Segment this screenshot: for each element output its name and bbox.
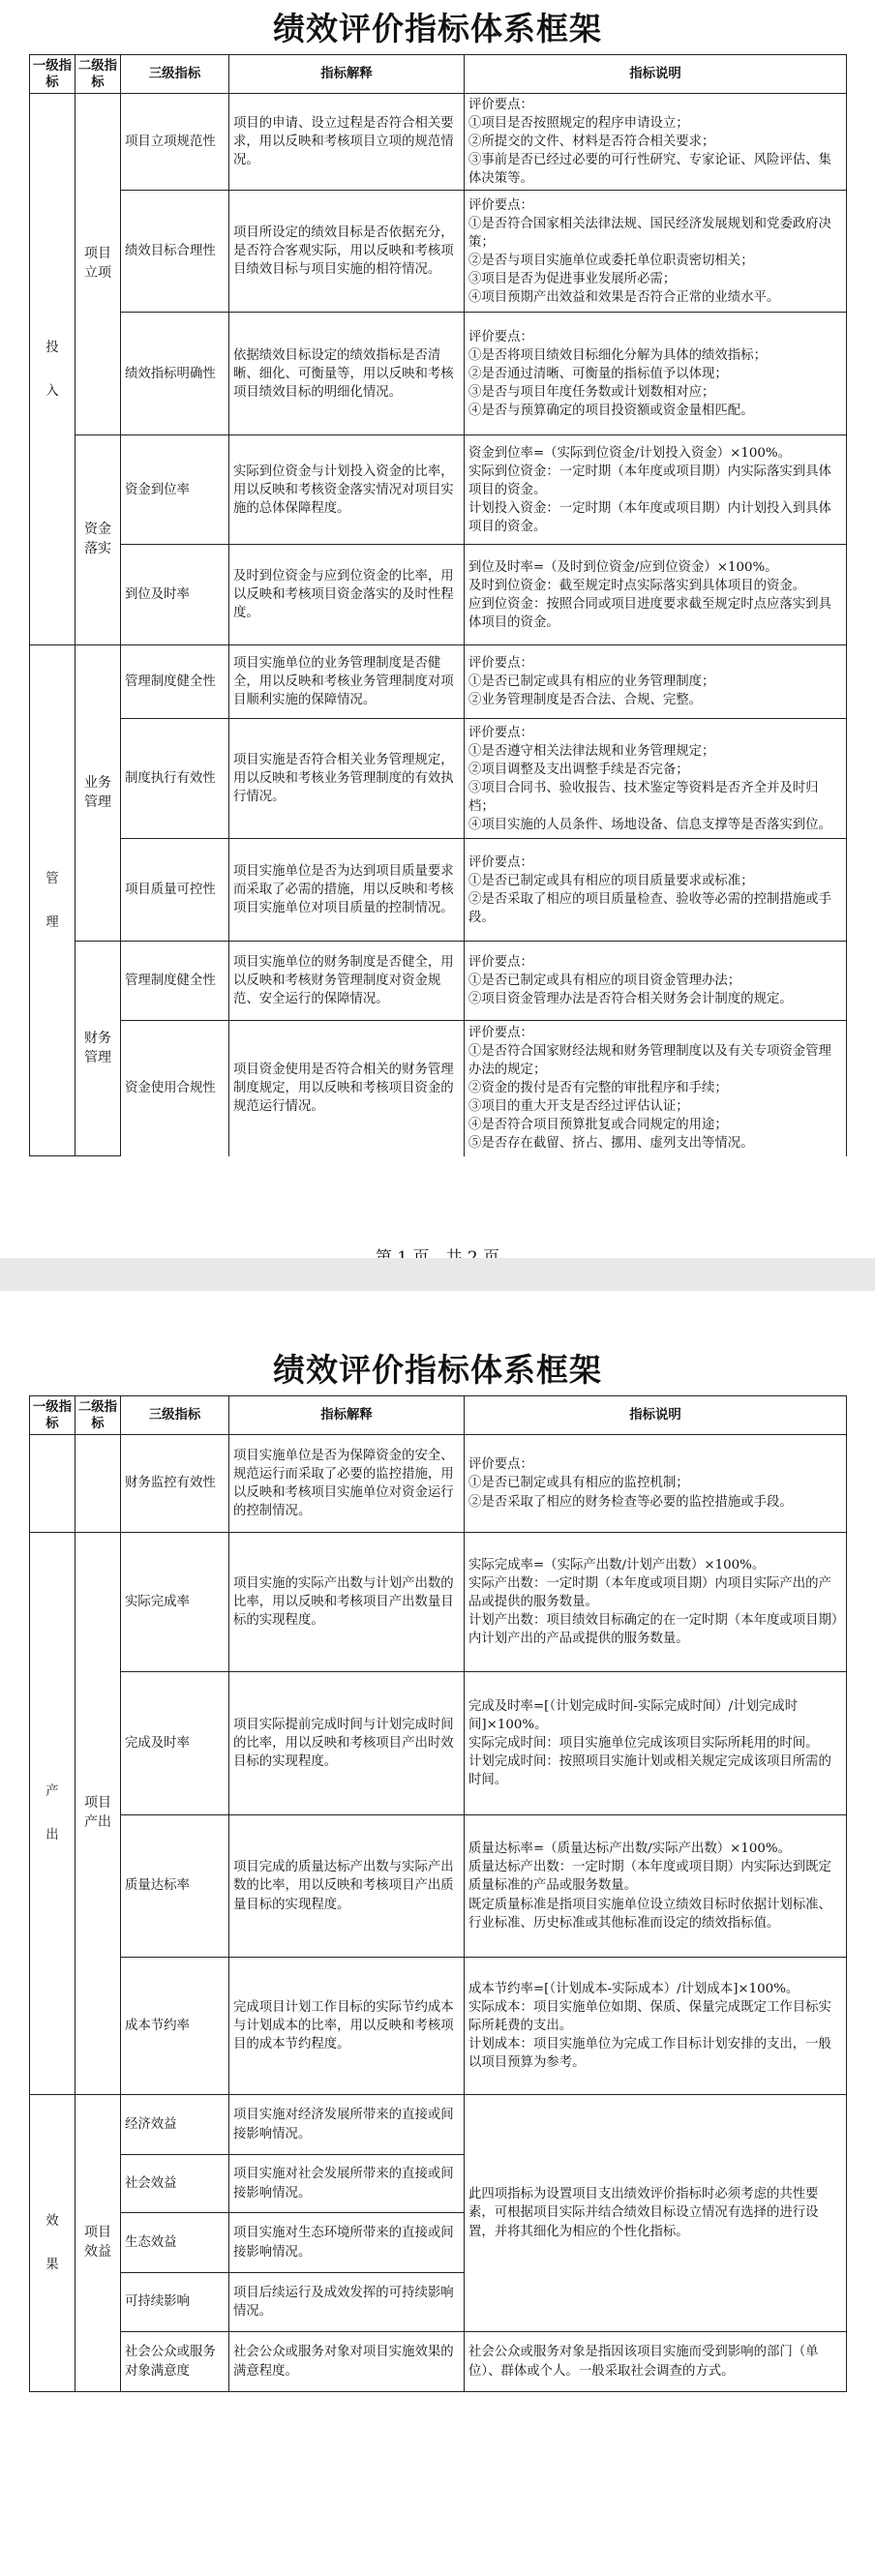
- indicator-description: 评价要点： ①是否符合国家相关法律法规、国民经济发展规划和党委政府决策； ②是否与项目实施单位或委托单位职责密切相关； ③项目是否为促进事业发展所必需； ④项目预期产出效益和效果是否符合正常的业绩水平。: [465, 191, 847, 313]
- indicator-description: 到位及时率=（及时到位资金/应到位资金）×100%。 及时到位资金：截至规定时点实际落实到具体项目的资金。 应到位资金：按照合同或项目进度要求截至规定时点应落实到具体项目的资金。: [465, 545, 847, 645]
- table-row: [30, 645, 847, 719]
- table-row: [30, 839, 847, 942]
- table-row: [30, 2332, 847, 2392]
- indicator-explanation: 项目完成的质量达标产出数与实际产出数的比率，用以反映和考核项目产出质量目标的实现程度。: [229, 1815, 465, 1958]
- level1-output: 产 出: [30, 1533, 75, 2095]
- indicator-explanation: 项目实施对生态环境所带来的直接或间接影响情况。: [229, 2213, 465, 2273]
- indicator-explanation: 项目实施对经济发展所带来的直接或间接影响情况。: [229, 2095, 465, 2155]
- header-explanation: 指标解释: [229, 1396, 465, 1435]
- level2-project-benefit: 项目效益: [75, 2095, 121, 2392]
- level3-indicator: 质量达标率: [121, 1815, 229, 1958]
- level2-finance-mgmt: 财务管理: [75, 942, 121, 1156]
- table-row: [30, 1533, 847, 1672]
- table-row: [30, 719, 847, 839]
- level1-manage: 管 理: [30, 645, 75, 1156]
- header-level2: 二级指标: [75, 1396, 121, 1435]
- indicator-explanation: 项目资金使用是否符合相关的财务管理制度规定，用以反映和考核项目资金的规范运行情况。: [229, 1021, 465, 1156]
- indicator-description: 评价要点： ①是否已制定或具有相应的项目质量要求或标准； ②是否采取了相应的项目质量检查、验收等必需的控制措施或手段。: [465, 839, 847, 942]
- table-row: [30, 1815, 847, 1958]
- indicator-explanation: 项目实际提前完成时间与计划完成时间的比率，用以反映和考核项目产出时效目标的实现程度。: [229, 1672, 465, 1815]
- level3-indicator: 资金到位率: [121, 435, 229, 545]
- level3-indicator: 可持续影响: [121, 2273, 229, 2332]
- level2-fund-arrival: 资金落实: [75, 435, 121, 645]
- level2-project-output: 项目产出: [75, 1533, 121, 2095]
- indicator-description: 社会公众或服务对象是指因该项目实施而受到影响的部门（单位）、群体或个人。一般采取社会调查的方式。: [465, 2332, 847, 2392]
- indicator-description: 质量达标率=（质量达标产出数/实际产出数）×100%。 质量达标产出数：一定时期（本年度或项目期）内实际达到既定质量标准的产品或服务数量。 既定质量标准是指项目实施单位设立绩效目标时依据计划标准、行业标准、历史标准或其他标准而设定的绩效指标值。: [465, 1815, 847, 1958]
- header-level3: 三级指标: [121, 1396, 229, 1435]
- indicator-explanation: 项目实施是否符合相关业务管理规定，用以反映和考核业务管理制度的有效执行情况。: [229, 719, 465, 839]
- level3-indicator: 资金使用合规性: [121, 1021, 229, 1156]
- page-title: 绩效评价指标体系框架: [273, 1351, 602, 1389]
- indicator-explanation: 项目所设定的绩效目标是否依据充分，是否符合客观实际，用以反映和考核项目绩效目标与项目实施的相符情况。: [229, 191, 465, 313]
- level3-indicator: 项目立项规范性: [121, 94, 229, 191]
- indicator-table-page-2: [29, 1395, 847, 2392]
- level1-effect: 效 果: [30, 2095, 75, 2392]
- indicator-description: 评价要点： ①是否将项目绩效目标细化分解为具体的绩效指标； ②是否通过清晰、可衡量的指标值予以体现； ③是否与项目年度任务数或计划数相对应； ④是否与预算确定的项目投资额或资金量相匹配。: [465, 313, 847, 435]
- table-header-row: [30, 55, 847, 94]
- header-description: 指标说明: [465, 1396, 847, 1435]
- table-header-row: [30, 1396, 847, 1435]
- level3-indicator: 管理制度健全性: [121, 645, 229, 719]
- level3-indicator: 社会公众或服务对象满意度: [121, 2332, 229, 2392]
- indicator-explanation: 项目实施单位是否为达到项目质量要求而采取了必需的措施，用以反映和考核项目实施单位对项目质量的控制情况。: [229, 839, 465, 942]
- level1-manage-cont: [30, 1435, 75, 1533]
- indicator-explanation: 项目实施对社会发展所带来的直接或间接影响情况。: [229, 2155, 465, 2213]
- header-level2: 二级指标: [75, 55, 121, 94]
- indicator-explanation: 项目实施单位的财务制度是否健全，用以反映和考核财务管理制度对资金规范、安全运行的保障情况。: [229, 942, 465, 1021]
- indicator-description: 完成及时率=[（计划完成时间-实际完成时间）/计划完成时间]×100%。 实际完成时间：项目实施单位完成该项目实际所耗用的时间。 计划完成时间：按照项目实施计划或相关规定完成该项目所需的时间。: [465, 1672, 847, 1815]
- table-row: [30, 94, 847, 191]
- indicator-explanation: 实际到位资金与计划投入资金的比率，用以反映和考核资金落实情况对项目实施的总体保障程度。: [229, 435, 465, 545]
- level3-indicator: 制度执行有效性: [121, 719, 229, 839]
- indicator-explanation: 社会公众或服务对象对项目实施效果的满意程度。: [229, 2332, 465, 2392]
- table-row: [30, 1958, 847, 2095]
- indicator-explanation: 项目实施的实际产出数与计划产出数的比率，用以反映和考核项目产出数量目标的实现程度。: [229, 1533, 465, 1672]
- indicator-explanation: 项目实施单位的业务管理制度是否健全，用以反映和考核业务管理制度对项目顺利实施的保障情况。: [229, 645, 465, 719]
- indicator-description: 成本节约率=[（计划成本-实际成本）/计划成本]×100%。 实际成本：项目实施单位如期、保质、保量完成既定工作目标实际所耗费的支出。 计划成本：项目实施单位为完成工作目标计划安排的支出，一般以项目预算为参考。: [465, 1958, 847, 2095]
- indicator-description: 评价要点： ①是否已制定或具有相应的业务管理制度； ②业务管理制度是否合法、合规、完整。: [465, 645, 847, 719]
- indicator-description: 评价要点： ①是否遵守相关法律法规和业务管理规定； ②项目调整及支出调整手续是否完备； ③项目合同书、验收报告、技术鉴定等资料是否齐全并及时归档； ④项目实施的人员条件、场地设备、信息支撑等是否落实到位。: [465, 719, 847, 839]
- level3-indicator: 绩效目标合理性: [121, 191, 229, 313]
- indicator-table-page-1: [29, 54, 847, 1156]
- indicator-description: 评价要点： ①项目是否按照规定的程序申请设立； ②所提交的文件、材料是否符合相关要求； ③事前是否已经过必要的可行性研究、专家论证、风险评估、集体决策等。: [465, 94, 847, 191]
- level3-indicator: 财务监控有效性: [121, 1435, 229, 1533]
- level2-project-setup: 项目立项: [75, 94, 121, 435]
- indicator-explanation: 及时到位资金与应到位资金的比率，用以反映和考核项目资金落实的及时性程度。: [229, 545, 465, 645]
- table-row: [30, 1672, 847, 1815]
- indicator-description: 实际完成率=（实际产出数/计划产出数）×100%。 实际产出数：一定时期（本年度或项目期）内项目实际产出的产品或提供的服务数量。 计划产出数：项目绩效目标确定的在一定时期（本年度或项目期）内计划产出的产品或提供的服务数量。: [465, 1533, 847, 1672]
- table-row: [30, 545, 847, 645]
- page-title: 绩效评价指标体系框架: [273, 10, 602, 47]
- level3-indicator: 完成及时率: [121, 1672, 229, 1815]
- table-row: [30, 191, 847, 313]
- header-level1: 一级指标: [30, 1396, 75, 1435]
- level2-finance-mgmt-cont: [75, 1435, 121, 1533]
- indicator-explanation: 依据绩效目标设定的绩效指标是否清晰、细化、可衡量等，用以反映和考核项目绩效目标的明细化情况。: [229, 313, 465, 435]
- table-row: [30, 435, 847, 545]
- level3-indicator: 社会效益: [121, 2155, 229, 2213]
- benefit-description: 此四项指标为设置项目支出绩效评价指标时必须考虑的共性要素，可根据项目实际并结合绩效目标设立情况有选择的进行设置，并将其细化为相应的个性化指标。: [465, 2095, 847, 2332]
- indicator-explanation: 完成项目计划工作目标的实际节约成本与计划成本的比率，用以反映和考核项目的成本节约程度。: [229, 1958, 465, 2095]
- indicator-explanation: 项目后续运行及成效发挥的可持续影响情况。: [229, 2273, 465, 2332]
- level3-indicator: 实际完成率: [121, 1533, 229, 1672]
- indicator-explanation: 项目实施单位是否为保障资金的安全、规范运行而采取了必要的监控措施，用以反映和考核项目实施单位对资金运行的控制情况。: [229, 1435, 465, 1533]
- table-row: [30, 313, 847, 435]
- indicator-description: 评价要点： ①是否已制定或具有相应的监控机制； ②是否采取了相应的财务检查等必要的监控措施或手段。: [465, 1435, 847, 1533]
- level1-input: 投 入: [30, 94, 75, 645]
- level3-indicator: 项目质量可控性: [121, 839, 229, 942]
- page-separator: [0, 1258, 875, 1291]
- level3-indicator: 管理制度健全性: [121, 942, 229, 1021]
- header-level1: 一级指标: [30, 55, 75, 94]
- table-row: [30, 1435, 847, 1533]
- page-1: [0, 0, 875, 1258]
- indicator-description: 评价要点： ①是否已制定或具有相应的项目资金管理办法； ②项目资金管理办法是否符合相关财务会计制度的规定。: [465, 942, 847, 1021]
- level3-indicator: 生态效益: [121, 2213, 229, 2273]
- indicator-description: 资金到位率=（实际到位资金/计划投入资金）×100%。 实际到位资金：一定时期（本年度或项目期）内实际落实到具体项目的资金。 计划投入资金：一定时期（本年度或项目期）内计划投入到具体项目的资金。: [465, 435, 847, 545]
- header-level3: 三级指标: [121, 55, 229, 94]
- indicator-description: 评价要点： ①是否符合国家财经法规和财务管理制度以及有关专项资金管理办法的规定； ②资金的拨付是否有完整的审批程序和手续； ③项目的重大开支是否经过评估认证； ④是否符合项目预算批复或合同规定的用途； ⑤是否存在截留、挤占、挪用、虚列支出等情况。: [465, 1021, 847, 1156]
- table-row: [30, 2095, 847, 2155]
- header-description: 指标说明: [465, 55, 847, 94]
- level3-indicator: 成本节约率: [121, 1958, 229, 2095]
- level3-indicator: 绩效指标明确性: [121, 313, 229, 435]
- level3-indicator: 经济效益: [121, 2095, 229, 2155]
- level2-business-mgmt: 业务管理: [75, 645, 121, 942]
- indicator-explanation: 项目的申请、设立过程是否符合相关要求，用以反映和考核项目立项的规范情况。: [229, 94, 465, 191]
- page-2: [0, 1291, 875, 2576]
- table-row: [30, 1021, 847, 1156]
- table-row: [30, 942, 847, 1021]
- level3-indicator: 到位及时率: [121, 545, 229, 645]
- header-explanation: 指标解释: [229, 55, 465, 94]
